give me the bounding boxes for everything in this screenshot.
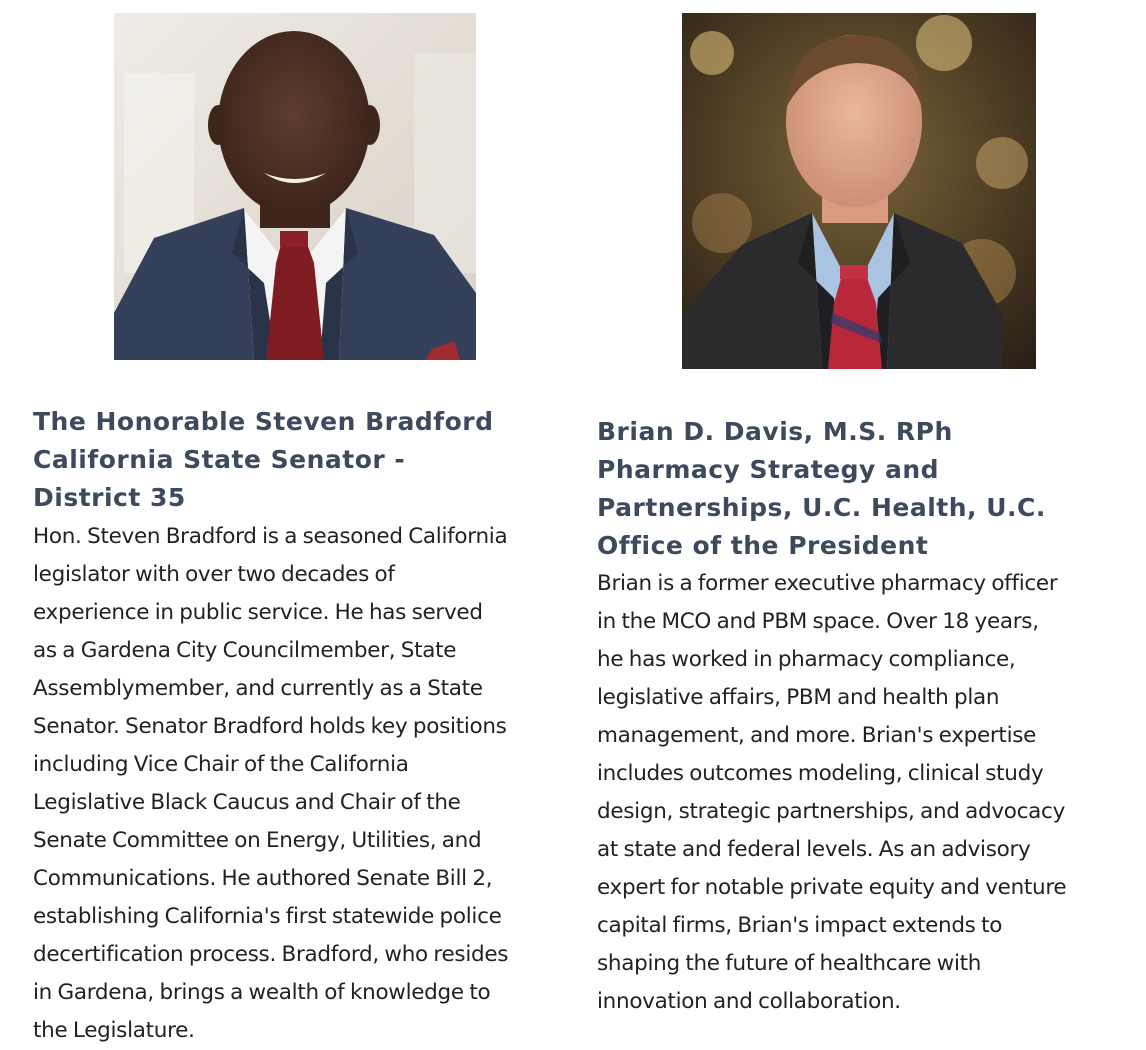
bio-line: he has worked in pharmacy compliance, <box>597 647 1016 672</box>
bio-line: establishing California's first statewide police <box>33 904 502 929</box>
bio-line: legislative affairs, PBM and health plan <box>597 685 1000 710</box>
bio-line: at state and federal levels. As an advisory <box>597 837 1031 862</box>
bio-line: includes outcomes modeling, clinical study <box>597 761 1044 786</box>
title-line: The Honorable Steven Bradford <box>33 407 494 436</box>
bio-line: Hon. Steven Bradford is a seasoned California <box>33 524 508 549</box>
bio-line: expert for notable private equity and venture <box>597 875 1067 900</box>
title-line: Office of the President <box>597 531 929 560</box>
profile-title-brian-davis <box>597 413 1137 565</box>
title-line: Brian D. Davis, M.S. RPh <box>597 417 953 446</box>
title-line: Partnerships, U.C. Health, U.C. <box>597 493 1046 522</box>
bio-line: Brian is a former executive pharmacy officer <box>597 571 1058 596</box>
bio-line: Senate Committee on Energy, Utilities, and <box>33 828 482 853</box>
bio-line: Assemblymember, and currently as a State <box>33 676 483 701</box>
bio-line: Communications. He authored Senate Bill 2, <box>33 866 493 891</box>
bio-line: the Legislature. <box>33 1018 195 1043</box>
profile-title-steven-bradford <box>33 403 573 517</box>
bio-line: in Gardena, brings a wealth of knowledge to <box>33 980 491 1005</box>
bio-line: including Vice Chair of the California <box>33 752 409 777</box>
profile-bio-brian-davis <box>597 565 1142 1021</box>
portrait-photo-steven-bradford <box>114 13 476 360</box>
bio-line: legislator with over two decades of <box>33 562 395 587</box>
bio-line: as a Gardena City Councilmember, State <box>33 638 457 663</box>
portrait-image <box>682 13 1036 369</box>
bio-line: management, and more. Brian's expertise <box>597 723 1037 748</box>
bio-line: decertification process. Bradford, who resides <box>33 942 509 967</box>
title-line: California State Senator - <box>33 445 406 474</box>
bio-line: innovation and collaboration. <box>597 989 901 1014</box>
bio-line: Legislative Black Caucus and Chair of the <box>33 790 461 815</box>
portrait-photo-brian-davis <box>682 13 1036 369</box>
bio-line: capital firms, Brian's impact extends to <box>597 913 1003 938</box>
portrait-image <box>114 13 476 360</box>
bio-line: in the MCO and PBM space. Over 18 years, <box>597 609 1039 634</box>
profile-bio-steven-bradford <box>33 518 578 1050</box>
bio-line: Senator. Senator Bradford holds key positions <box>33 714 507 739</box>
bio-line: experience in public service. He has served <box>33 600 483 625</box>
title-line: Pharmacy Strategy and <box>597 455 940 484</box>
bio-line: design, strategic partnerships, and advocacy <box>597 799 1065 824</box>
title-line: District 35 <box>33 483 186 512</box>
bio-line: shaping the future of healthcare with <box>597 951 982 976</box>
